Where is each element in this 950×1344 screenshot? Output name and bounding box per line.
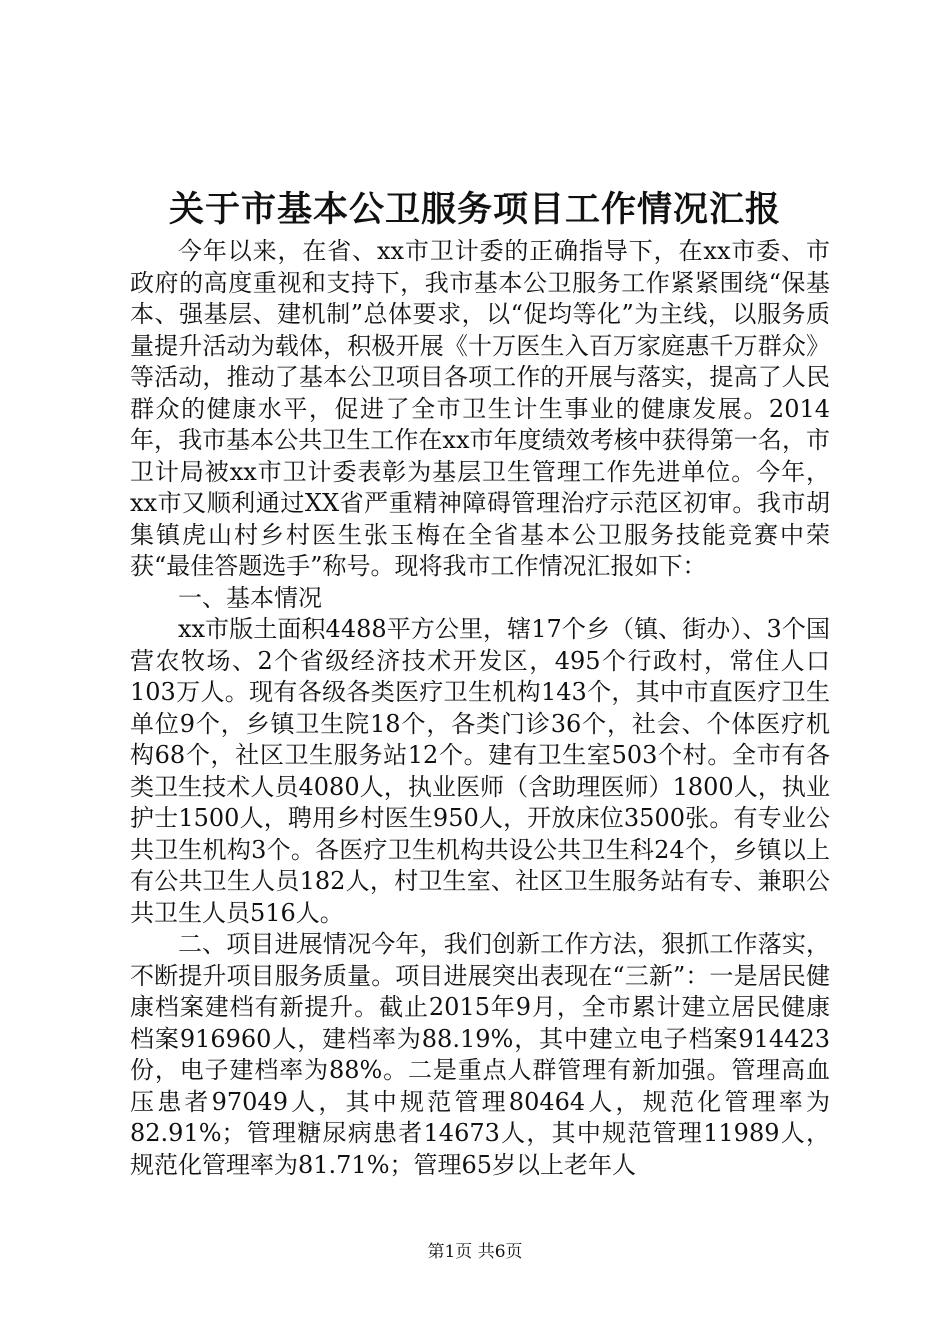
project-progress-paragraph: 二、项目进展情况今年，我们创新工作方法，狠抓工作落实，不断提升项目服务质量。项目进展突出表现在“三新”：一是居民健康档案建档有新提升。截止2015年9月，全市累计建立居民健康档案916960人，建档率为88.19%，其中建立电子档案914423份，电子建档率为88%。二是重点人群管理有新加强。管理高血压患者97049人，其中规范管理80464人，规范化管理率为82.91%；管理糖尿病患者14673人，其中规范管理11989人，规范化管理率为81.71%；管理65岁以上老年人 <box>130 930 830 1179</box>
document-body <box>130 236 830 1181</box>
basic-situation-paragraph: xx市版土面积4488平方公里，辖17个乡（镇、街办）、3个国营农牧场、2个省级经济技术开发区，495个行政村，常住人口103万人。现有各级各类医疗卫生机构143个，其中市直医疗卫生单位9个，乡镇卫生院18个，各类门诊36个，社会、个体医疗机构68个，社区卫生服务站12个。建有卫生室503个村。全市有各类卫生技术人员4080人，执业医师（含助理医师）1800人，执业护士1500人，聘用乡村医生950人，开放床位3500张。有专业公共卫生机构3个。各医疗卫生机构共设公共卫生科24个，乡镇以上有公共卫生人员182人，村卫生室、社区卫生服务站有专、兼职公共卫生人员516人。 <box>130 615 830 927</box>
section-heading-basic-situation: 一、基本情况 <box>178 583 322 612</box>
intro-paragraph: 今年以来，在省、xx市卫计委的正确指导下，在xx市委、市政府的高度重视和支持下，我市基本公卫服务工作紧紧围绕“保基本、强基层、建机制”总体要求，以“促均等化”为主线，以服务质量提升活动为载体，积极开展《十万医生入百万家庭惠千万群众》等活动，推动了基本公卫项目各项工作的开展与落实，提高了人民群众的健康水平，促进了全市卫生计生事业的健康发展。2014年，我市基本公共卫生工作在xx市年度绩效考核中获得第一名，市卫计局被xx市卫计委表彰为基层卫生管理工作先进单位。今年，xx市又顺利通过XX省严重精神障碍管理治疗示范区初审。我市胡集镇虎山村乡村医生张玉梅在全省基本公卫服务技能竞赛中荣获“最佳答题选手”称号。现将我市工作情况汇报如下： <box>130 237 830 580</box>
document-title: 关于市基本公卫服务项目工作情况汇报 <box>168 189 781 230</box>
page-footer: 第1页 共6页 <box>427 1242 523 1262</box>
